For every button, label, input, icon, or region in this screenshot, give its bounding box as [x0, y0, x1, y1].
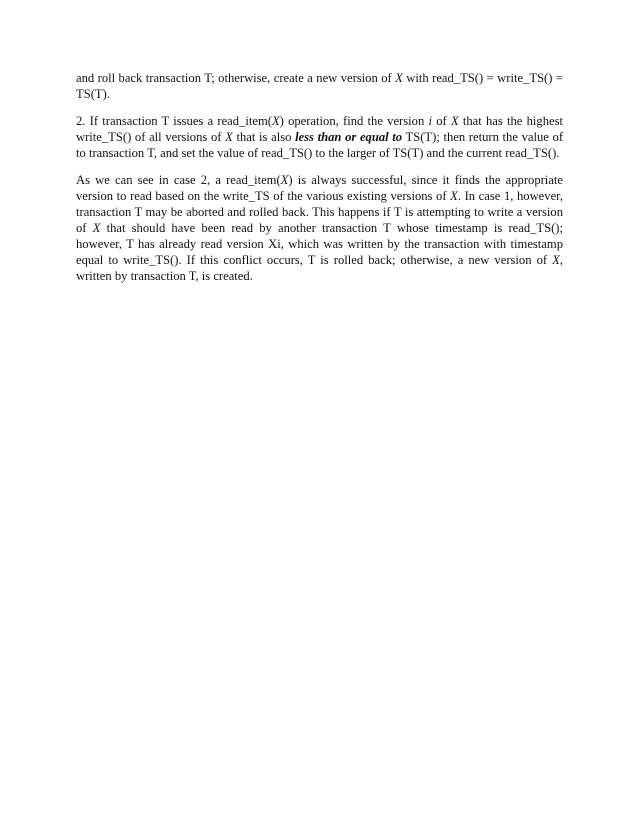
text-run: ) operation, find the version: [279, 114, 429, 128]
text-run: TS(T); then return the value of to transaction T, and set the value of read_TS() to the larger of TS(T) and the current read_TS().: [76, 130, 564, 160]
variable-x: X: [280, 173, 289, 187]
text-run: with read_TS() = write_TS() = TS(T).: [76, 71, 563, 101]
variable-i: i: [428, 114, 432, 128]
variable-x: X: [92, 221, 101, 235]
text-run: that is also: [232, 130, 296, 144]
variable-x: X: [552, 253, 560, 267]
paragraph-2: [76, 113, 563, 161]
paragraph-3: [76, 172, 563, 284]
variable-x: X: [395, 71, 403, 85]
text-run: As we can see in case 2, a read_item(: [76, 173, 281, 187]
text-run: and roll back transaction T; otherwise, create a new version of: [76, 71, 396, 85]
variable-x: X: [225, 130, 233, 144]
document-page: [76, 70, 563, 284]
paragraph-1: [76, 70, 563, 102]
text-run: , written by transaction T, is created.: [76, 253, 563, 283]
text-run: that has the highest write_TS() of all versions of: [76, 114, 564, 144]
text-run: . In case 1, however, transaction T may be aborted and rolled back. This happens if T is attempting to write a version of: [76, 189, 563, 235]
text-run: 2. If transaction T issues a read_item(: [76, 114, 272, 128]
text-run: ) is always successful, since it finds the appropriate version to read based on the write_TS of the various existing versions of: [76, 173, 563, 203]
text-run: that should have been read by another transaction T whose timestamp is read_TS(); however, T has already read version Xi, which was written by the transaction with timestamp equal to write_TS(). If this conflict occurs, T is rolled back; otherwise, a new version of: [76, 221, 564, 267]
variable-x: X: [450, 189, 458, 203]
text-run: of: [431, 114, 451, 128]
variable-x: X: [271, 114, 280, 128]
emphasis-text: less than or equal to: [295, 130, 403, 144]
variable-x: X: [450, 114, 459, 128]
